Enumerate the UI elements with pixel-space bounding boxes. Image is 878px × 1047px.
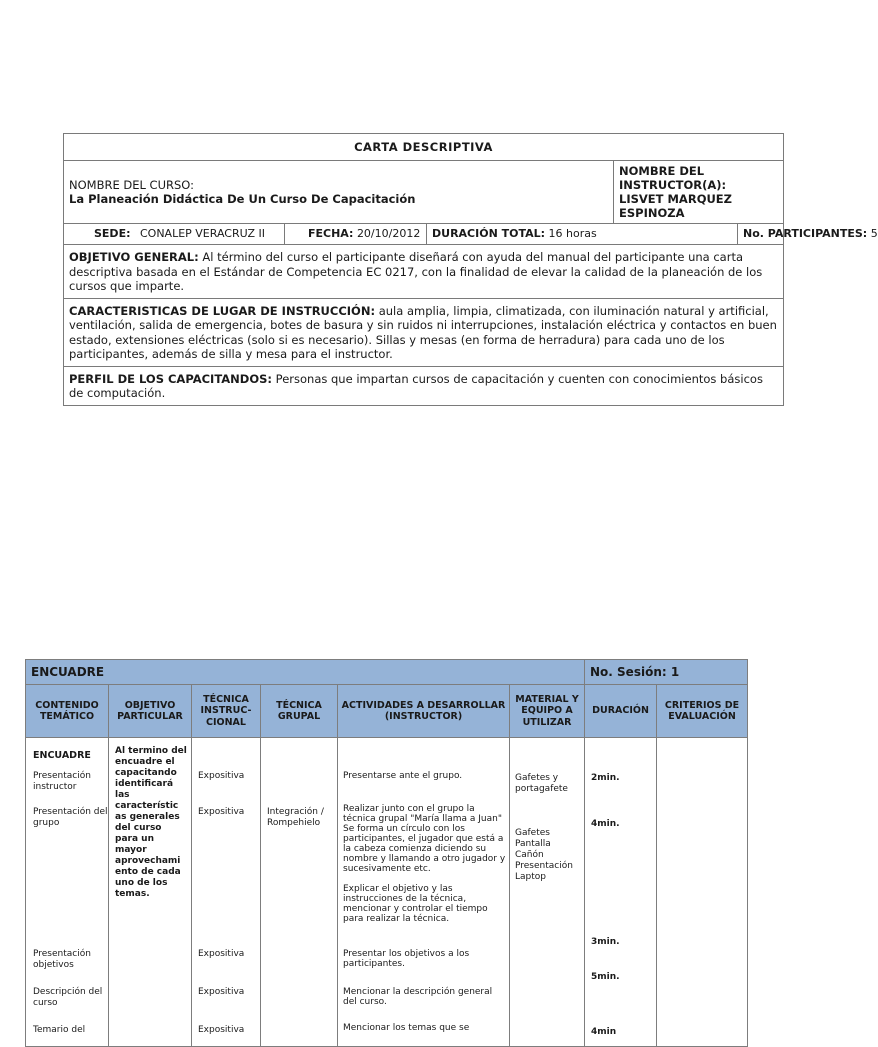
- encuadre-title: ENCUADRE: [26, 660, 585, 685]
- carta-title: CARTA DESCRIPTIVA: [64, 134, 784, 161]
- actividad-item: Mencionar la descripción general del curso.: [343, 987, 493, 1007]
- course-name-value: La Planeación Didáctica De Un Curso De Capacitación: [69, 192, 416, 206]
- contenido-item: Presentación objetivos: [33, 949, 91, 970]
- tecnica-instruccional-column: [192, 738, 261, 1047]
- header-duracion: DURACIÓN: [585, 685, 657, 738]
- duracion-item: 4min.: [591, 819, 620, 829]
- carta-descriptiva-table: [63, 133, 878, 406]
- fecha-label: FECHA:: [308, 227, 354, 240]
- actividad-item: Explicar el objetivo y las instrucciones de la técnica, mencionar y controlar el tiempo para realizar la técnica.: [343, 884, 488, 924]
- actividades-column: [338, 738, 510, 1047]
- contenido-item: Descripción del curso: [33, 987, 103, 1008]
- lugar-instruccion-text: aula amplia, limpia, climatizada, con iluminación natural y artificial, ventilación, salida de emergencia, botes de basura y sin ruidos ni interrupciones, instalación eléctrica y contactos en buen estado, extensiones eléctricas (solo si es necesario). Sillas y mesas (en forma de herradura) para cada uno de los participantes, además de silla y mesa para el instructor.: [69, 303, 777, 361]
- material-column: [510, 738, 585, 1047]
- header-tecnica-grupal: TÉCNICA GRUPAL: [261, 685, 338, 738]
- encuadre-table: [25, 659, 748, 1047]
- header-actividades: ACTIVIDADES A DESARROLLAR (INSTRUCTOR): [338, 685, 510, 738]
- objetivo-general-text: Al término del curso el participante diseñará con ayuda del manual del participante una carta descriptiva basada en el Estándar de Competencia EC 0217, con la finalidad de elevar la calidad de la planeación de los cursos que imparte.: [69, 250, 763, 293]
- fecha-value: 20/10/2012: [356, 227, 421, 240]
- contenido-item: Presentación instructor: [33, 771, 91, 792]
- objetivo-general-label: OBJETIVO GENERAL:: [69, 250, 199, 264]
- tecnica-grupal-item: Integración / Rompehielo: [267, 807, 324, 828]
- actividad-item: Realizar junto con el grupo la técnica grupal "María llama a Juan" Se forma un círculo con los participantes, el jugador que está a la cabeza comienza diciendo su nombre y llamando a otro jugador y sucesivamente etc.: [343, 804, 506, 874]
- perfil-capacitandos-cell: [64, 366, 784, 405]
- sesion-number: No. Sesión: 1: [585, 660, 748, 685]
- perfil-capacitandos-text: Personas que impartan cursos de capacitación y cuenten con conocimientos básicos de computación.: [69, 371, 763, 400]
- header-tecnica-instruccional: TÉCNICA INSTRUC-CIONAL: [192, 685, 261, 738]
- participantes-label: No. PARTICIPANTES:: [743, 227, 868, 240]
- course-name-cell: [64, 161, 614, 224]
- duracion-total-label: DURACIÓN TOTAL:: [432, 227, 546, 240]
- criterios-column: [657, 738, 748, 1047]
- header-criterios: CRITERIOS DE EVALUACIÓN: [657, 685, 748, 738]
- tecnica-grupal-column: [261, 738, 338, 1047]
- contenido-item: Temario del: [33, 1025, 86, 1035]
- instructor-name-value: LISVET MARQUEZ ESPINOZA: [619, 192, 733, 220]
- objetivo-particular: Al termino del encuadre el capacitando identificará las característic as generales del curso para un mayor aprovechami ento de cada uno de los temas.: [109, 738, 192, 1047]
- duracion-total-value: 16 horas: [548, 227, 597, 240]
- material-item: Gafetes y portagafete: [515, 773, 568, 794]
- duracion-total-cell: [427, 224, 738, 245]
- contenido-encuadre: ENCUADRE: [33, 750, 91, 761]
- objetivo-general-cell: [64, 245, 784, 299]
- header-objetivo: OBJETIVO PARTICULAR: [109, 685, 192, 738]
- tecnica-item: Expositiva: [198, 1025, 245, 1035]
- duracion-item: 3min.: [591, 937, 620, 947]
- duracion-item: 5min.: [591, 972, 620, 982]
- instructor-name-label: NOMBRE DEL INSTRUCTOR(A):: [619, 164, 727, 192]
- material-item: Gafetes Pantalla Cañón Presentación Laptop: [515, 828, 573, 882]
- participantes-value: 5: [870, 227, 878, 240]
- sede-label: SEDE:: [94, 227, 131, 240]
- sede-cell: [64, 224, 285, 245]
- participantes-cell: [738, 224, 878, 245]
- actividad-item: Presentarse ante el grupo.: [343, 771, 463, 781]
- tecnica-item: Expositiva: [198, 807, 245, 817]
- sede-value: CONALEP VERACRUZ II: [139, 227, 265, 240]
- perfil-capacitandos-label: PERFIL DE LOS CAPACITANDOS:: [69, 371, 273, 386]
- actividad-item: Presentar los objetivos a los participantes.: [343, 949, 470, 969]
- duracion-item: 4min: [591, 1027, 617, 1037]
- fecha-cell: [285, 224, 427, 245]
- course-name-label: NOMBRE DEL CURSO:: [69, 178, 195, 192]
- duracion-column: [585, 738, 657, 1047]
- actividad-item: Mencionar los temas que se: [343, 1023, 470, 1033]
- instructor-name-cell: [614, 161, 784, 224]
- tecnica-item: Expositiva: [198, 949, 245, 959]
- lugar-instruccion-label: CARACTERISTICAS DE LUGAR DE INSTRUCCIÓN:: [69, 303, 376, 318]
- header-contenido: CONTENIDO TEMÁTICO: [26, 685, 109, 738]
- lugar-instruccion-cell: [64, 298, 784, 366]
- tecnica-item: Expositiva: [198, 771, 245, 781]
- duracion-item: 2min.: [591, 773, 620, 783]
- header-material: MATERIAL Y EQUIPO A UTILIZAR: [510, 685, 585, 738]
- contenido-item: Presentación del grupo: [33, 807, 108, 828]
- contenido-column: [26, 738, 109, 1047]
- tecnica-item: Expositiva: [198, 987, 245, 997]
